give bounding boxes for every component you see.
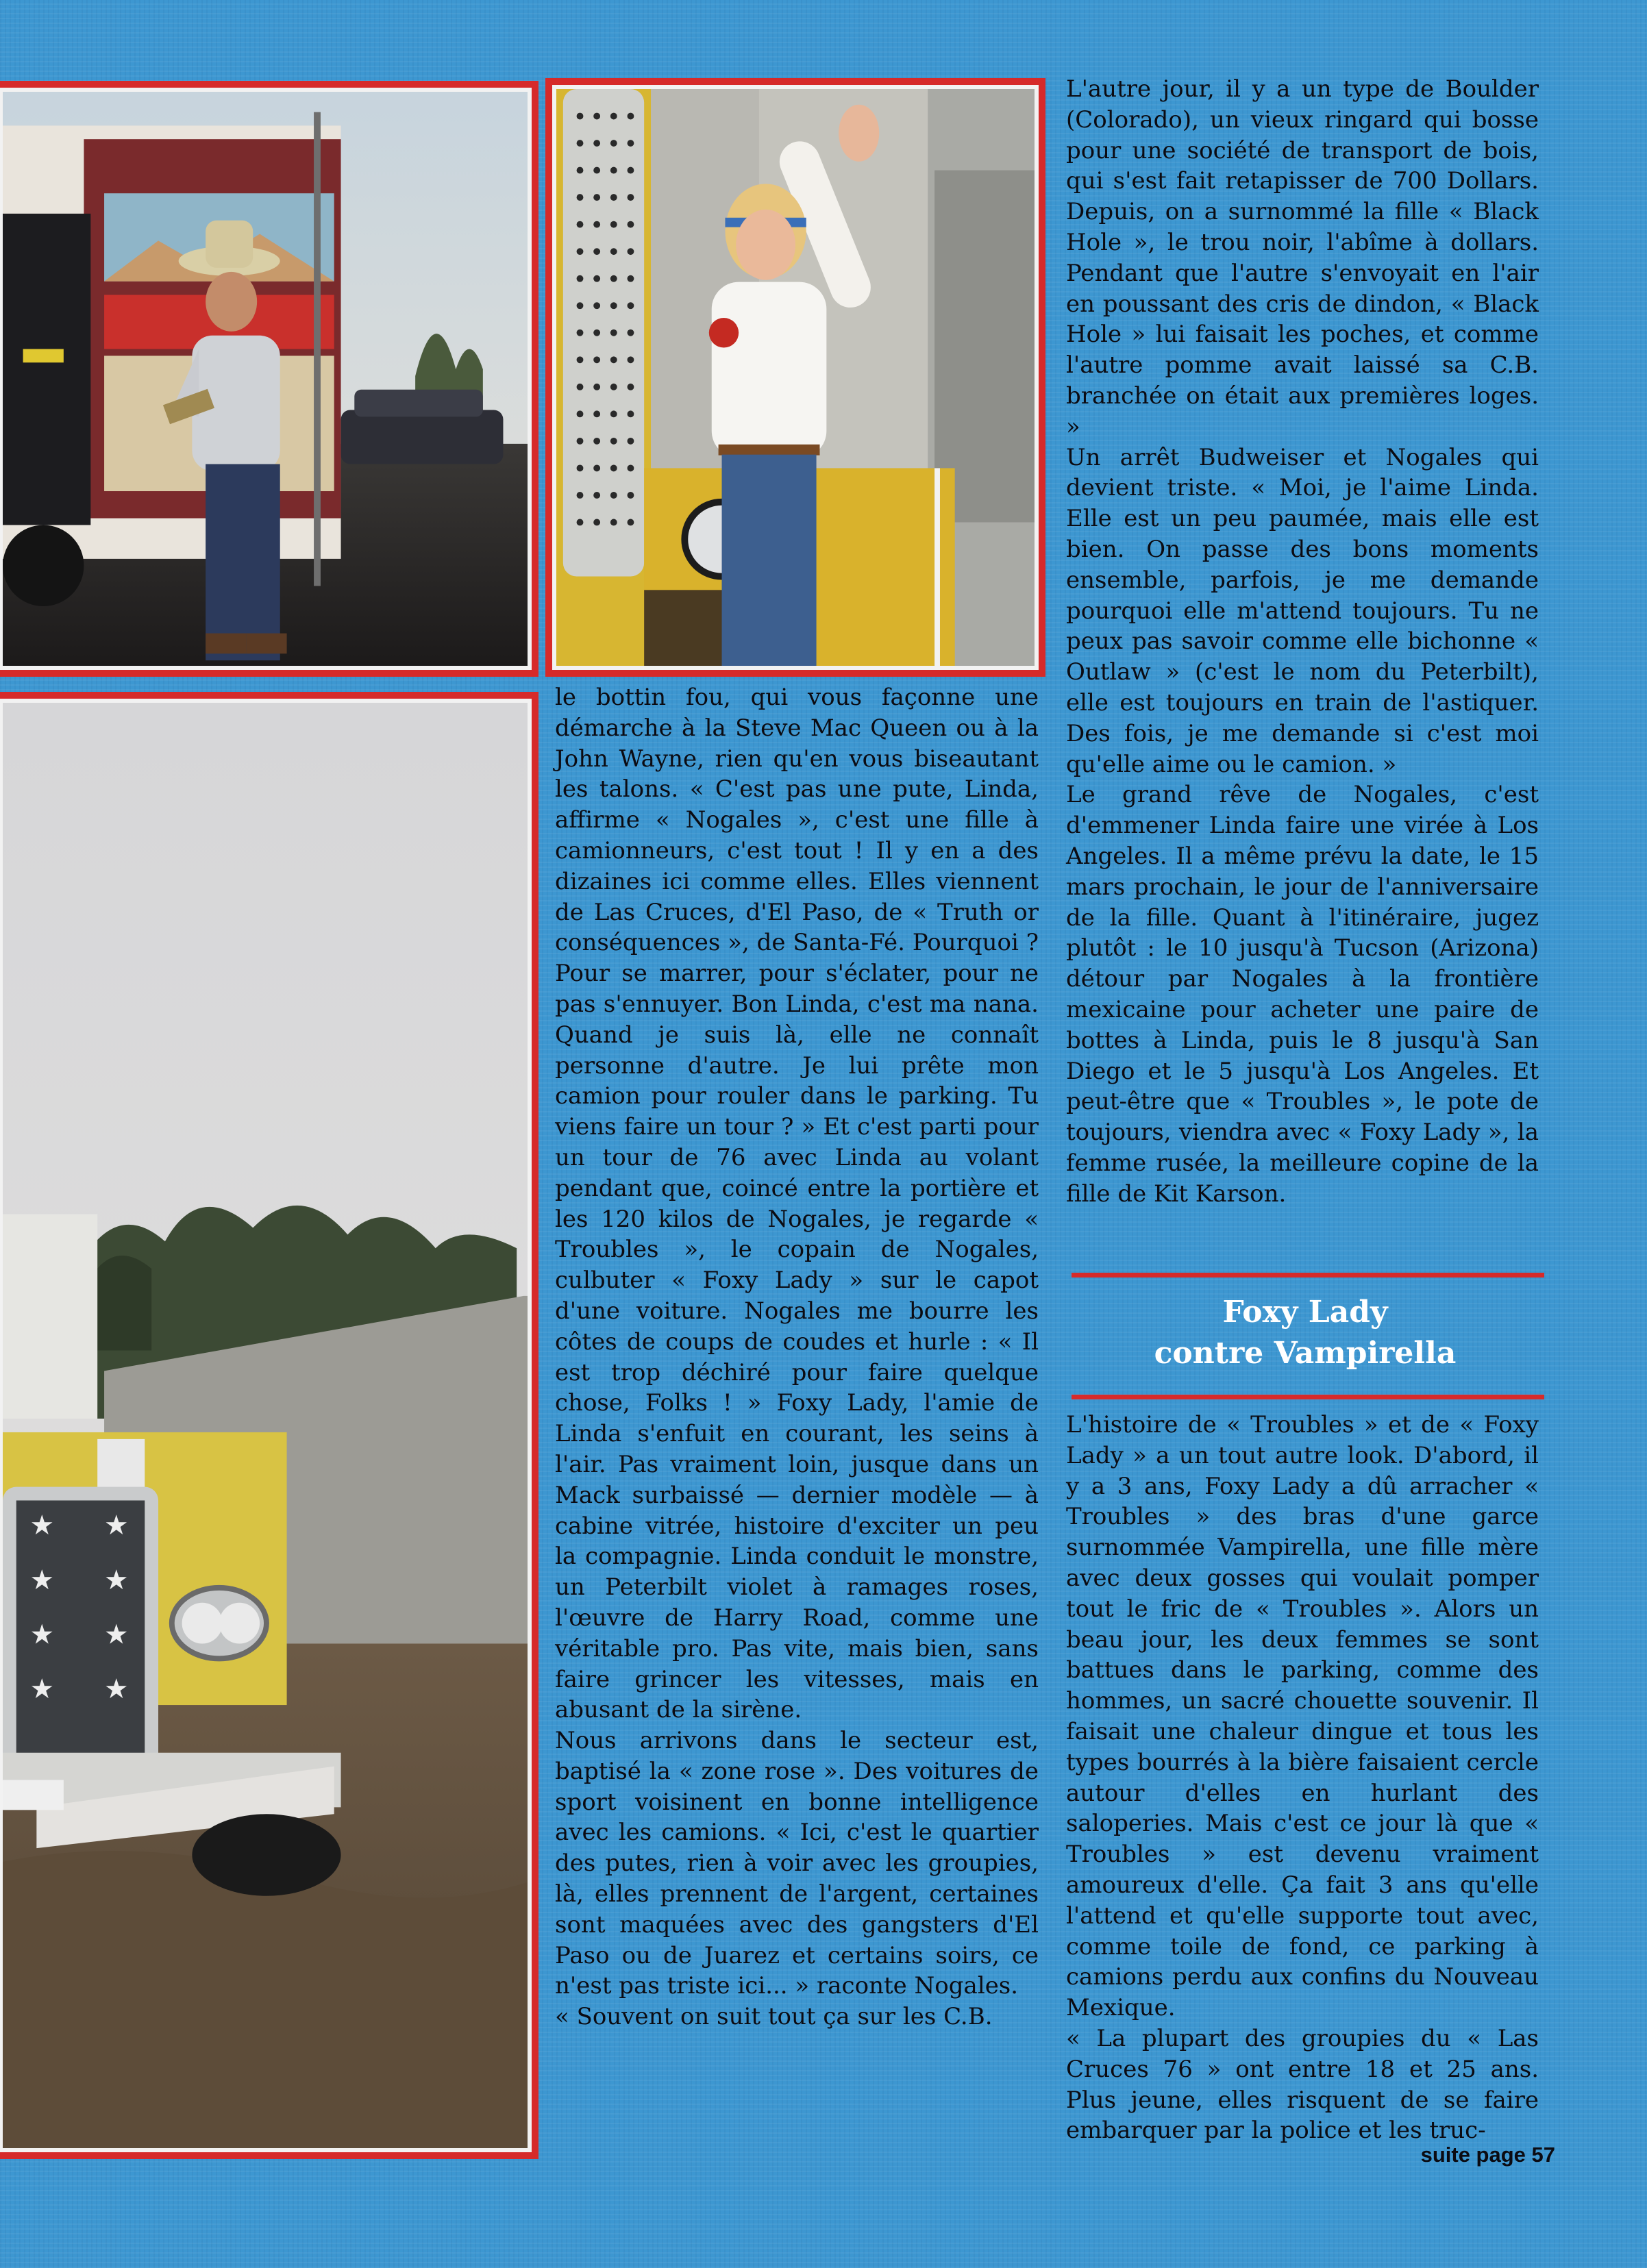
cowboy-truck-illustration <box>3 92 528 666</box>
linda-truck-illustration <box>556 89 1035 666</box>
svg-text:★: ★ <box>29 1619 54 1651</box>
article-column-middle <box>555 682 1039 2152</box>
paragraph: L'autre jour, il y a un type de Boulder (Colorado), un vieux ringard qui bosse pour une société de transport de bois, qui s'est fait retapisser de 700 Dollars. Depuis, on a surnommé la fille « Black Hole », le trou noir, l'abîme à dollars. Pendant que l'autre s'envoyait en l'air en poussant des cris de dindon, « Black Hole » lui faisait les poches, et comme l'autre pomme avait laissé sa C.B. branchée on était aux premières loges. » <box>1066 75 1539 440</box>
svg-text:★: ★ <box>104 1619 129 1651</box>
paragraph: Un arrêt Budweiser et Nogales qui devient triste. « Moi, je l'aime Linda. Elle est un peu paumée, mais elle est bien. On passe des bons moments ensemble, parfois, je me demande pourquoi elle m'attend toujours. Tu ne peux pas savoir comme elle bichonne « Outlaw » (c'est le nom du Peterbilt), elle est toujours en train de l'astiquer. Des fois, je me demande si c'est moi qu'elle aime ou le camion. » <box>1066 443 1539 778</box>
red-divider-rule <box>1072 1395 1544 1399</box>
svg-text:★: ★ <box>29 1564 54 1596</box>
svg-text:★: ★ <box>104 1510 129 1542</box>
red-divider-rule <box>1072 1273 1544 1278</box>
svg-text:★: ★ <box>29 1673 54 1706</box>
article-column-right-bottom <box>1066 1410 1539 2154</box>
paragraph: Nous arrivons dans le secteur est, baptisé la « zone rose ». Des voitures de sport voisinent en bonne intelligence avec les camions. « Ici, c'est le quartier des putes, rien à voir avec les groupies, là, elles prennent de l'argent, certaines sont maquées avec des gangsters d'El Paso ou de Juarez et certains soirs, ce n'est pas triste ici... » raconte Nogales. <box>555 1727 1039 2000</box>
paragraph: L'histoire de « Troubles » et de « Foxy Lady » a un tout autre look. D'abord, il y a 3 ans, Foxy Lady a dû arracher « Troubles » des bras d'une garce surnommée Vampirella, une fille mère avec deux gosses qui voulait pomper tout le fric de « Troubles ». Alors un beau jour, les deux femmes se sont battues dans le parking, comme des hommes, un sacré chouette souvenir. Il faisait une chaleur dingue et tous les types bourrés à la bière faisaient cercle autour d'elles en hurlant des saloperies. Mais c'est ce jour là que « Troubles » est devenu vraiment amoureux d'elle. Ça fait 3 ans qu'elle l'attend et qu'elle supporte tout avec, comme toile de fond, ce parking à camions perdu aux confins du Nouveau Mexique. <box>1066 1411 1539 2022</box>
cowboy-truck-photo <box>0 81 538 677</box>
linda-truck-photo <box>545 78 1045 677</box>
subhead-line: contre Vampirella <box>1154 1336 1457 1371</box>
section-subhead <box>1069 1292 1541 1374</box>
paragraph: « La plupart des groupies du « Las Cruces 76 » ont entre 18 et 25 ans. Plus jeune, elles risquent de se faire embarquer par la police et les truc- <box>1066 2024 1539 2145</box>
paragraph: Le grand rêve de Nogales, c'est d'emmener Linda faire une virée à Los Angeles. Il a même prévu la date, le 15 mars prochain, le jour de l'anniversaire de la fille. Quant à l'itinéraire, jugez plutôt : le 10 jusqu'à Tucson (Arizona) détour par Nogales à la frontière mexicaine pour acheter une paire de bottes à Linda, puis le 8 jusqu'à San Diego et le 5 jusqu'à Los Angeles. Et peut-être que « Troubles », le pote de toujours, viendra avec « Foxy Lady », la femme rusée, la meilleure copine de la fille de Kit Karson. <box>1066 781 1539 1208</box>
continued-page-link[interactable]: suite page 57 <box>1420 2143 1555 2167</box>
svg-text:★: ★ <box>29 1510 54 1542</box>
paragraph: le bottin fou, qui vous façonne une démarche à la Steve Mac Queen ou à la John Wayne, rien qu'en vous biseautant les talons. « C'est pas une pute, Linda, affirme « Nogales », c'est une fille à camionneurs, c'est tout ! Il y en a des dizaines ici comme elles. Elles viennent de Las Cruces, d'El Paso, de « Truth or conséquences », de Santa-Fé. Pourquoi ? Pour se marrer, pour s'éclater, pour ne pas s'ennuyer. Bon Linda, c'est ma nana. Quand je suis là, elle ne connaît personne d'autre. Je lui prête mon camion pour rouler dans le parking. Tu viens faire un tour ? » Et c'est parti pour un tour de 76 avec Linda au volant pendant que, coincé entre la portière et les 120 kilos de Nogales, je regarde « Troubles », le copain de Nogales, culbuter « Foxy Lady » sur le capot d'une voiture. Nogales me bourre les côtes de coups de coudes et hurle : « Il est trop déchiré pour faire quelque chose, Folks ! » Foxy Lady, l'amie de Linda s'enfuit en courant, les seins à l'air. Pas vraiment loin, jusque dans un Mack surbaissé — dernier modèle — à cabine vitrée, histoire d'exciter un peu la compagnie. Linda conduit le monstre, un Peterbilt violet à ramages roses, l'œuvre de Harry Road, comme une véritable pro. Pas vite, mais bien, sans faire grincer les vitesses, mais en abusant de la sirène. <box>555 684 1039 1724</box>
subhead-line: Foxy Lady <box>1222 1295 1388 1330</box>
svg-text:★: ★ <box>104 1564 129 1596</box>
yellow-truck-illustration <box>3 703 528 2148</box>
svg-text:★: ★ <box>104 1673 129 1706</box>
yellow-truck-photo <box>0 692 538 2159</box>
paragraph: « Souvent on suit tout ça sur les C.B. <box>555 2003 993 2031</box>
article-column-right-top <box>1066 74 1539 1271</box>
